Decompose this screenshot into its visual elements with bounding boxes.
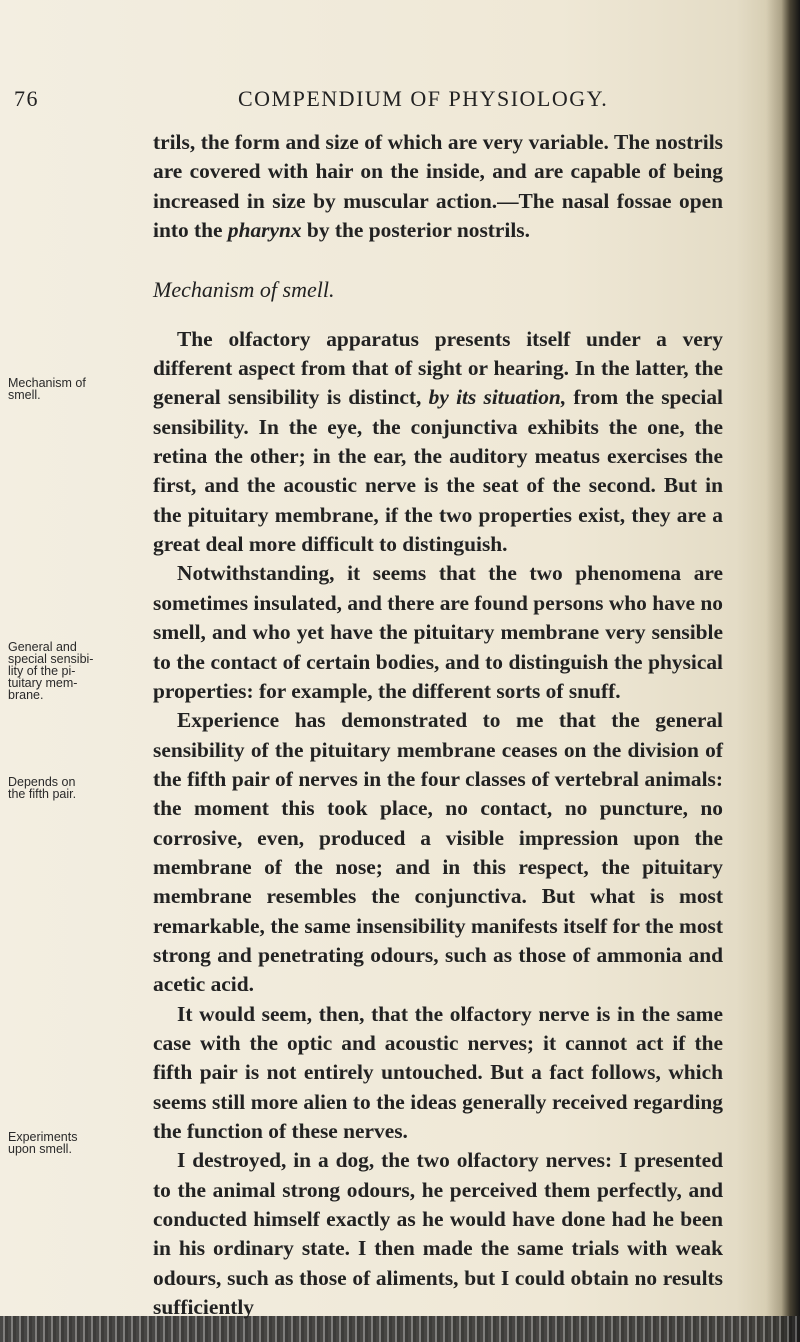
italic-phrase: by its situation, xyxy=(428,385,567,410)
margin-note-line: upon smell. xyxy=(8,1142,72,1156)
margin-note-general-special xyxy=(8,641,112,701)
margin-note-experiments xyxy=(8,1131,112,1155)
paragraph-dog-experiment: I destroyed, in a dog, the two olfactory nerves: I presented to the animal strong odours, he perceived them perfectly, and conducted himself exactly as he would have done had he been in his ordinary state. I then made the same trials with weak odours, such as those of aliments, but I could obtain no results sufficiently xyxy=(153,1148,723,1320)
margin-note-line: special sensibi- xyxy=(8,652,94,666)
margin-note-fifth-pair xyxy=(8,776,112,800)
running-title: COMPENDIUM OF PHYSIOLOGY. xyxy=(238,86,609,111)
paragraph-experience: Experience has demonstrated to me that the general sensibility of the pituitary membrane ceases on the division of the fifth pair of nerves in the four classes of vertebral animals: the moment this took place, no contact, no puncture, no corrosive, even, produced a visible impression upon the membrane of the nose; and in this respect, the pituitary membrane resembles the conjunctiva. But what is most remarkable, the same insensibility manifests itself for the most strong and penetrating odours, such as those of ammonia and acetic acid. xyxy=(153,708,723,997)
margin-note-line: tuitary mem- xyxy=(8,676,78,690)
margin-note-line: lity of the pi- xyxy=(8,664,76,678)
margin-note-line: brane. xyxy=(8,688,44,702)
paragraph-olfactory-nerve: It would seem, then, that the olfactory nerve is in the same case with the optic and acoustic nerves; it cannot act if the fifth pair is not entirely untouched. But a fact follows, which seems still more alien to the ideas generally received regarding the function of these nerves. xyxy=(153,1001,723,1143)
italic-term: pharynx xyxy=(227,218,302,243)
paragraph-notwithstanding: Notwithstanding, it seems that the two phenomena are sometimes insulated, and there are found persons who have no smell, and who yet have the pituitary membrane very sensible to the contact of certain bodies, and to distinguish the physical properties: for example, the different sorts of snuff. xyxy=(153,561,723,703)
margin-note-line: smell. xyxy=(8,388,41,402)
margin-note-line: Experiments xyxy=(8,1130,78,1144)
margin-note-line: Depends on xyxy=(8,775,76,789)
body-text xyxy=(153,128,723,1322)
section-heading: Mechanism of smell. xyxy=(153,277,335,303)
page-binding-edge xyxy=(766,0,800,1342)
margin-note-line: Mechanism of xyxy=(8,376,86,390)
paragraph-olfactory-apparatus: The olfactory apparatus presents itself under a very different aspect from that of sight or hearing. In the latter, the general sensibility is distinct, by its situation, from the special sensibility. In the eye, the conjunctiva exhibits the one, the retina the other; in the ear, the auditory meatus exercises the first, and the acoustic nerve is the seat of the second. But in the pituitary membrane, if the two properties exist, they are a great deal more difficult to distinguish. xyxy=(153,326,723,557)
paragraph-nostrils: trils, the form and size of which are very variable. The nostrils are covered with hair on the inside, and are capable of being increased in size by muscular action.—The nasal fossae open into the pharynx by the posterior nostrils. xyxy=(153,130,723,243)
running-head xyxy=(0,86,800,116)
page-number: 76 xyxy=(14,86,39,111)
margin-note-line: General and xyxy=(8,640,77,654)
margin-note-line: the fifth pair. xyxy=(8,787,77,801)
margin-note-mechanism xyxy=(8,377,112,401)
